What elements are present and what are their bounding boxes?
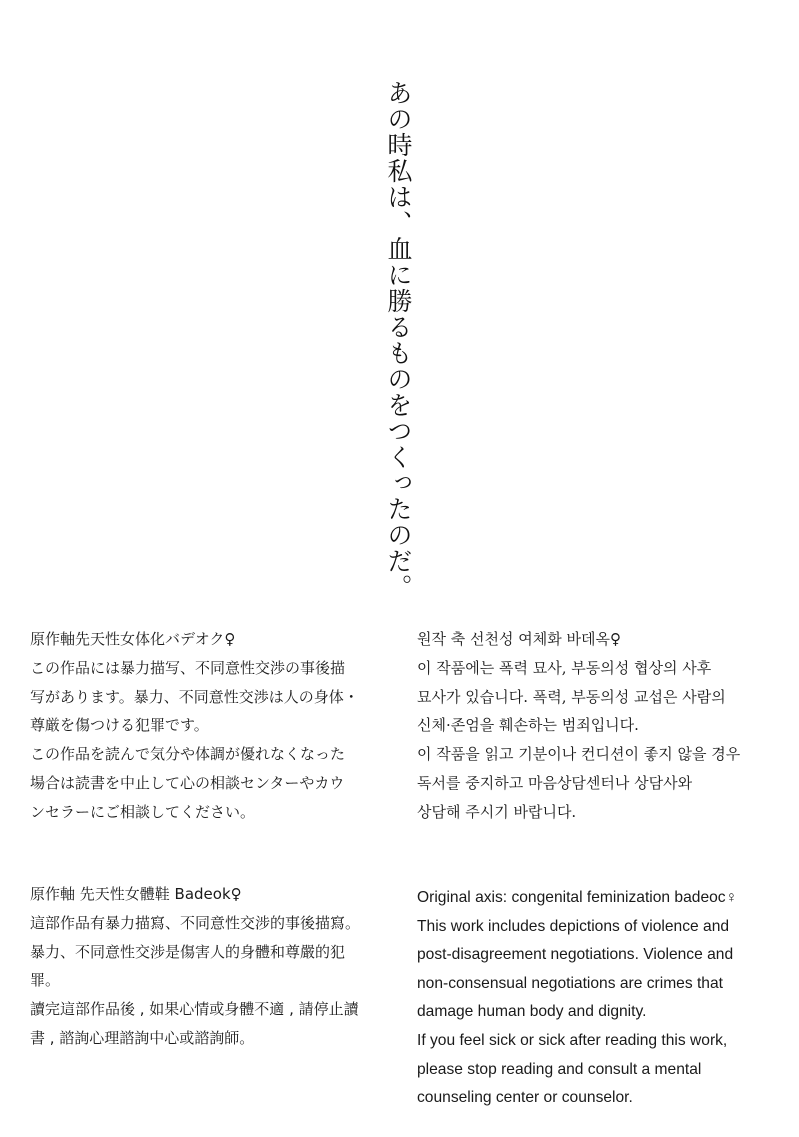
- notice-line: 독서를 중지하고 마음상담센터나 상담사와: [417, 773, 693, 792]
- notice-line: この作品を読んで気分や体調が優れなくなった: [30, 745, 346, 764]
- notice-line: 原作軸 先天性女體鞋 Badeok♀: [30, 885, 242, 903]
- notice-line: 場合は読書を中止して心の相談センターやカウ: [30, 773, 345, 792]
- notice-line: please stop reading and consult a mental: [417, 1060, 702, 1078]
- notice-line: damage human body and dignity.: [417, 1003, 647, 1021]
- notice-line: 묘사가 있습니다. 폭력, 부동의성 교섭은 사람의: [417, 687, 726, 706]
- notice-line: 이 작품을 읽고 기분이나 컨디션이 좋지 않을 경우: [417, 745, 741, 764]
- notice-line: Original axis: congenital feminization badeoc♀: [417, 889, 738, 906]
- notice-line: 원작 축 선천성 여체화 바데옥♀: [417, 630, 621, 648]
- notice-line: If you feel sick or sick after reading this work,: [417, 1031, 728, 1049]
- notice-line: This work includes depictions of violence and: [417, 917, 730, 935]
- notice-japanese: [30, 625, 390, 827]
- notice-line: 原作軸先天性女体化バデオク♀: [30, 630, 236, 648]
- notice-line: 罪。: [30, 971, 61, 990]
- notice-line: 写があります。暴力、不同意性交渉は人の身体・: [30, 687, 359, 706]
- notice-line: 상담해 주시기 바랍니다.: [417, 802, 577, 821]
- notice-line: 這部作品有暴力描寫、不同意性交涉的事後描寫。: [30, 913, 361, 932]
- notice-line: 暴力、不同意性交涉是傷害人的身體和尊嚴的犯: [30, 942, 346, 961]
- notice-chinese: [30, 880, 390, 1053]
- notice-line: ンセラーにご相談してください。: [30, 802, 256, 821]
- notice-line: post-disagreement negotiations. Violence and: [417, 946, 734, 964]
- notice-line: 이 작품에는 폭력 묘사, 부동의성 협상의 사후: [417, 658, 712, 677]
- notice-line: 讀完這部作品後 , 如果心情或身體不適 , 請停止讀: [30, 1000, 359, 1019]
- notice-english: [417, 884, 792, 1113]
- notice-korean: [417, 625, 777, 827]
- vertical-title: あの時私は、血に勝るものをつくったのだ。: [384, 80, 413, 600]
- notice-line: この作品には暴力描写、不同意性交渉の事後描: [30, 658, 346, 677]
- notice-line: non-consensual negotiations are crimes that: [417, 974, 723, 992]
- notice-line: 尊厳を傷つける犯罪です。: [30, 716, 209, 735]
- notice-line: 신체·존엄을 훼손하는 범죄입니다.: [417, 716, 639, 735]
- notice-line: 書 , 諮詢心理諮詢中心或諮詢師。: [30, 1028, 255, 1047]
- notice-line: counseling center or counselor.: [417, 1089, 633, 1107]
